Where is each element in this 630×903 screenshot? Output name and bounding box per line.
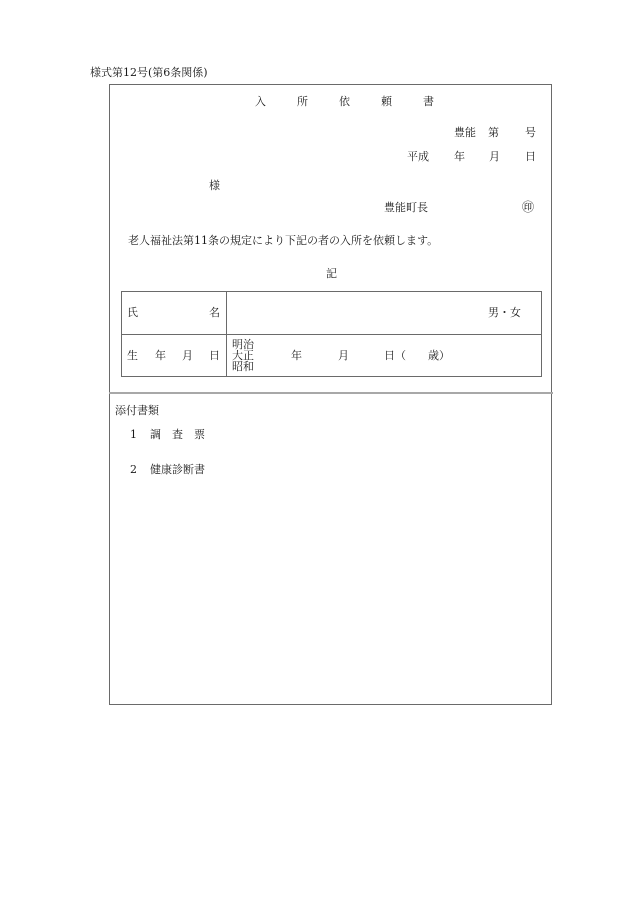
birth-month: 月 — [338, 349, 349, 362]
body-text: 老人福祉法第11条の規定により下記の者の入所を依頼します。 — [128, 234, 439, 247]
era-showa: 昭和 — [232, 360, 254, 373]
date-year: 年 — [454, 150, 465, 163]
title-char: 入 — [255, 95, 266, 108]
date-era: 平成 — [407, 150, 429, 163]
birth-day: 日（ — [384, 349, 406, 362]
age-label: 歳） — [428, 349, 450, 362]
title-char: 所 — [297, 95, 308, 108]
title-char: 依 — [339, 95, 350, 108]
sender-name: 豊能町長 — [384, 201, 428, 214]
birth-label-char: 日 — [209, 349, 220, 362]
reference-prefix: 豊能 — [454, 126, 476, 139]
birth-label-char: 年 — [155, 349, 166, 362]
name-label-2: 名 — [209, 306, 220, 319]
date-month: 月 — [489, 150, 500, 163]
applicant-info-table — [121, 291, 542, 377]
birth-label-char: 月 — [182, 349, 193, 362]
attachment-label: 健康診断書 — [150, 463, 205, 476]
attachments-heading: 添付書類 — [115, 404, 159, 417]
ki-label: 記 — [326, 267, 337, 280]
gender-options: 男・女 — [488, 306, 521, 319]
document-title — [255, 96, 465, 107]
name-label-1: 氏 — [127, 306, 138, 319]
table-row-divider — [122, 334, 541, 335]
attachment-num: 1 — [130, 428, 137, 441]
birth-year: 年 — [291, 349, 302, 362]
era-taisho: 大正 — [232, 349, 254, 362]
date-day: 日 — [525, 150, 536, 163]
reference-dai: 第 — [488, 126, 499, 139]
form-outer-border — [109, 84, 552, 705]
title-char: 書 — [423, 95, 434, 108]
title-char: 頼 — [381, 95, 392, 108]
birth-label-char: 生 — [127, 349, 138, 362]
section-divider — [109, 392, 553, 394]
reference-go: 号 — [525, 126, 536, 139]
attachment-num: 2 — [130, 463, 137, 476]
table-column-divider — [226, 292, 227, 376]
seal-icon: ㊞ — [522, 200, 535, 214]
era-meiji: 明治 — [232, 338, 254, 351]
addressee-suffix: 様 — [209, 179, 220, 192]
form-number-label: 様式第12号(第6条関係) — [90, 66, 208, 79]
attachment-label: 調 査 票 — [150, 428, 205, 441]
